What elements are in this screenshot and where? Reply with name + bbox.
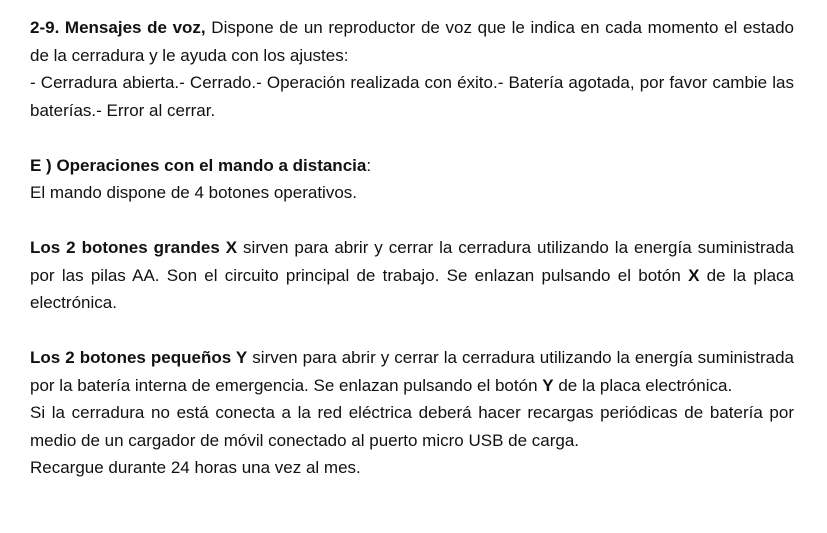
big-buttons-text: sirven para abrir y cerrar la cerradura utilizando la energía suministrada por las pilas AA. Son el circuito principal de trabajo. Se enlazan pulsando el botón: [30, 238, 794, 285]
paragraph-spacer: [30, 124, 794, 152]
paragraph-spacer: [30, 317, 794, 345]
small-buttons-key: Y: [542, 375, 554, 395]
section-heading-voice-messages: 2-9. Mensajes de voz,: [30, 18, 206, 37]
small-buttons-text-end: de la placa electrónica.: [553, 375, 733, 395]
section-heading-remote-colon: :: [366, 155, 372, 175]
remote-intro: El mando dispone de 4 botones operativos.: [30, 183, 358, 202]
voice-messages-description: Dispone de un reproductor de voz que le indica en cada momento el estado de la cerradura y le ayuda con los ajustes:: [30, 18, 794, 65]
voice-messages-list: - Cerradura abierta.- Cerrado.- Operación realizada con éxito.- Batería agotada, por favor cambie las baterías.- Error al cerrar.: [30, 73, 794, 120]
small-buttons-lead: Los 2 botones pequeños Y: [30, 348, 248, 367]
paragraph-spacer: [30, 207, 794, 235]
big-buttons-paragraph: [30, 234, 794, 317]
small-buttons-text: sirven para abrir y cerrar la cerradura utilizando la energía suministrada por la batería interna de emergencia. Se enlazan pulsando el botón: [30, 348, 794, 395]
big-buttons-text-end: de la placa electrónica.: [30, 265, 794, 312]
section-heading-remote-label: E ) Operaciones con el mando a distancia: [30, 155, 367, 175]
document-page: [30, 14, 794, 482]
big-buttons-lead: Los 2 botones grandes X: [30, 238, 238, 257]
recharge-frequency: Recargue durante 24 horas una vez al mes.: [30, 458, 361, 477]
section-heading-remote: [30, 152, 794, 180]
recharge-paragraph: Si la cerradura no está conecta a la red eléctrica deberá hacer recargas periódicas de batería por medio de un cargador de móvil conectado al puerto micro USB de carga.: [30, 403, 794, 450]
small-buttons-paragraph: [30, 344, 794, 399]
big-buttons-key: X: [688, 265, 700, 285]
section-voice-messages: [30, 14, 794, 69]
